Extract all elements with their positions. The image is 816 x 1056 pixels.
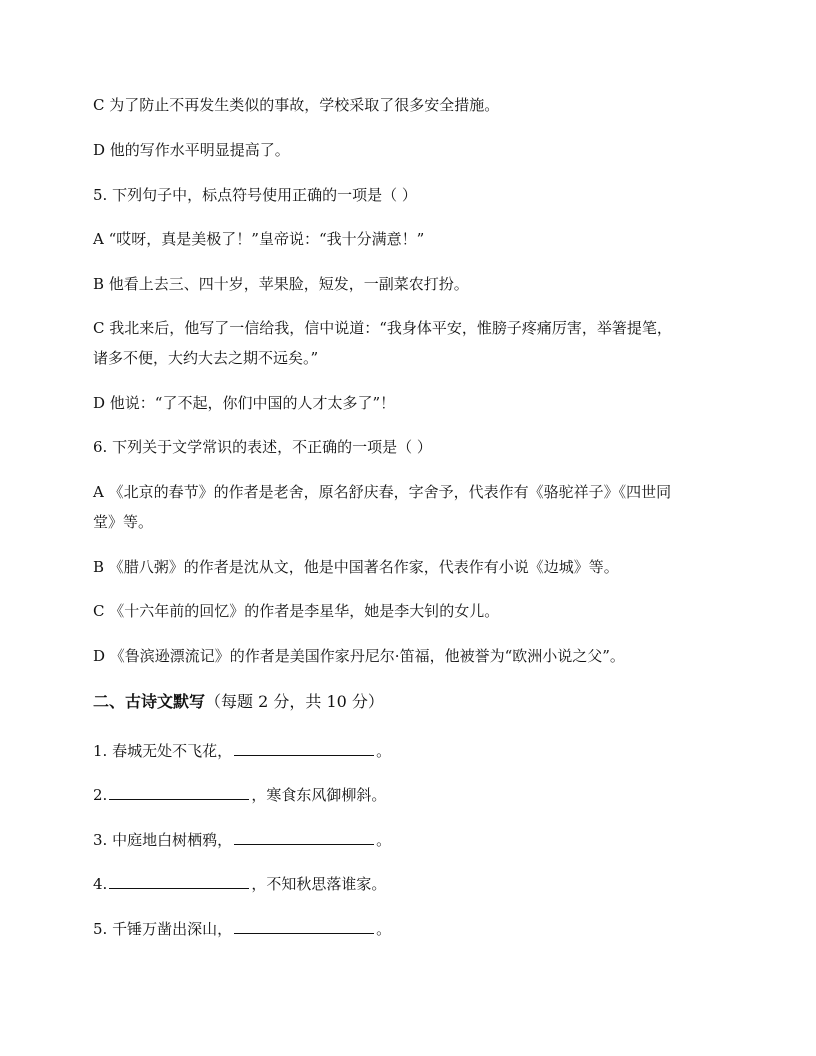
section-2-note: （每题 2 分，共 10 分） — [205, 692, 384, 711]
option-a-q5: A “哎呀，真是美极了！”皇帝说：“我十分满意！” — [93, 230, 425, 248]
option-d-q5: D 他说：“了不起，你们中国的人才太多了”！ — [93, 394, 396, 412]
question-6: 6. 下列关于文学常识的表述，不正确的一项是（ ） — [93, 438, 432, 456]
poem-2-blank[interactable] — [109, 785, 249, 800]
poem-1-prefix: 1. 春城无处不飞花， — [93, 742, 233, 760]
section-2-title: 二、古诗文默写 — [93, 692, 206, 711]
poem-5-prefix: 5. 千锤万凿出深山， — [93, 920, 233, 938]
question-5: 5. 下列句子中，标点符号使用正确的一项是（ ） — [93, 186, 417, 204]
option-c-q6: C 《十六年前的回忆》的作者是李星华，她是李大钊的女儿。 — [93, 602, 500, 620]
option-a-q6-line2: 堂》等。 — [93, 513, 154, 531]
option-d-q4: D 他的写作水平明显提高了。 — [93, 141, 290, 159]
option-b-q6: B 《腊八粥》的作者是沈从文，他是中国著名作家，代表作有小说《边城》等。 — [93, 558, 619, 576]
poem-1-blank[interactable] — [234, 741, 374, 756]
poem-item-4 — [93, 874, 386, 894]
poem-2-prefix: 2. — [93, 786, 108, 804]
poem-1-suffix: 。 — [376, 742, 392, 760]
poem-4-blank[interactable] — [109, 874, 249, 889]
option-d-q6: D 《鲁滨逊漂流记》的作者是美国作家丹尼尔·笛福，他被誉为“欧洲小说之父”。 — [93, 647, 625, 665]
poem-5-blank[interactable] — [234, 919, 374, 934]
poem-item-2 — [93, 785, 386, 805]
poem-4-suffix: ，不知秋思落谁家。 — [251, 875, 387, 893]
option-b-q5: B 他看上去三、四十岁，苹果脸，短发，一副菜农打扮。 — [93, 275, 469, 293]
poem-3-prefix: 3. 中庭地白树栖鸦， — [93, 831, 233, 849]
poem-3-suffix: 。 — [376, 831, 392, 849]
poem-item-3 — [93, 830, 391, 850]
poem-3-blank[interactable] — [234, 830, 374, 845]
poem-item-5 — [93, 919, 391, 939]
poem-2-suffix: ，寒食东风御柳斜。 — [251, 786, 387, 804]
poem-item-1 — [93, 741, 391, 761]
option-c-q4: C 为了防止不再发生类似的事故，学校采取了很多安全措施。 — [93, 96, 500, 114]
section-2-heading — [93, 691, 384, 713]
option-c-q5-line2: 诸多不便，大约大去之期不远矣。” — [93, 349, 319, 367]
option-c-q5-line1: C 我北来后，他写了一信给我，信中说道：“我身体平安，惟膀子疼痛厉害，举箸提笔， — [93, 319, 672, 337]
poem-5-suffix: 。 — [376, 920, 392, 938]
poem-4-prefix: 4. — [93, 875, 108, 893]
option-a-q6-line1: A 《北京的春节》的作者是老舍，原名舒庆春，字舍予，代表作有《骆驼祥子》《四世同 — [93, 483, 672, 501]
